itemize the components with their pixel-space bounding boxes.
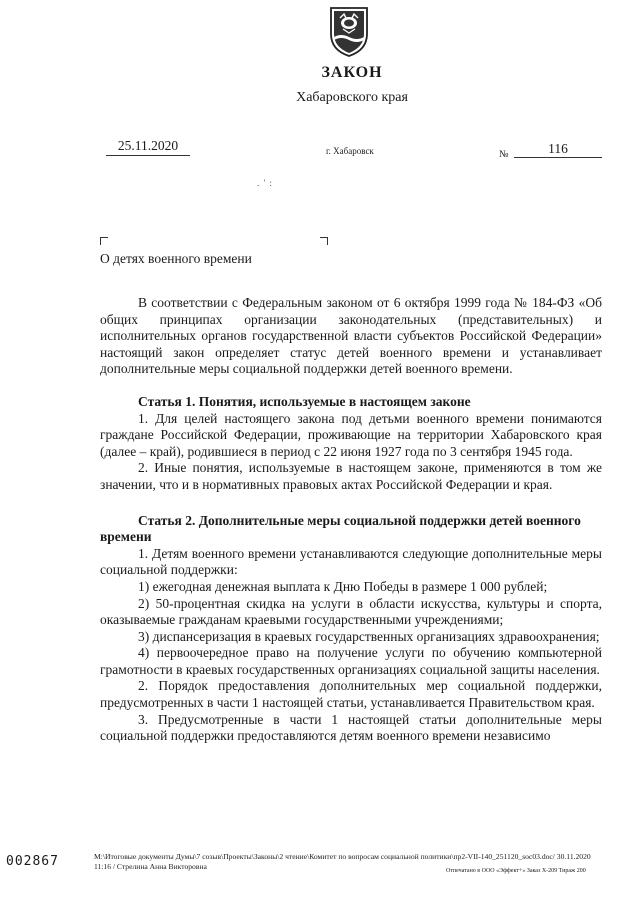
article-2-item-3: 3) диспансеризация в краевых государственных организациях здравоохранения; xyxy=(138,628,600,644)
law-number: 116 xyxy=(514,141,602,158)
article-2-heading: Статья 2. Дополнительные меры социальной поддержки детей военного времени xyxy=(100,512,581,545)
city-name: г. Хабаровск xyxy=(326,146,374,156)
file-path-line-1: M:\Итоговые документы Думы\7 созыв\Проекты\Законы\2 чтение\Комитет по вопросам социальной политики\пр2-VII-140_251120_soc03.doc/ 30.11.2020 xyxy=(94,852,591,861)
document-number: 002867 xyxy=(6,854,59,869)
number-sign: № xyxy=(499,149,509,160)
region-name: Хабаровского края xyxy=(296,90,408,105)
subject-corner-right xyxy=(320,237,328,245)
article-2-part-1: 1. Детям военного времени устанавливаются следующие дополнительные меры социальной поддержки: xyxy=(100,545,602,578)
subject-corner-left xyxy=(100,237,108,245)
article-1-heading: Статья 1. Понятия, используемые в настоящем законе xyxy=(138,393,471,409)
file-path-line-2: 11:16 / Стрелина Анна Викторовна xyxy=(94,862,207,871)
law-subject: О детях военного времени xyxy=(100,251,252,266)
article-2-item-1: 1) ежегодная денежная выплата к Дню Победы в размере 1 000 рублей; xyxy=(138,578,548,594)
article-2-part-2: 2. Порядок предоставления дополнительных мер социальной поддержки, предусмотренных в части 1 настоящей статьи, устанавливается Правительством края. xyxy=(100,678,602,711)
article-1-part-1: 1. Для целей настоящего закона под детьми военного времени понимаются граждане Российской Федерации, проживающие на территории Хабаровского края (далее – край), родившиеся в период с 22 июня 1927 года по 3 сентября 1945 года. xyxy=(100,410,602,459)
law-date: 25.11.2020 xyxy=(106,137,190,156)
stray-marks: . ' : xyxy=(257,178,273,188)
print-note: Отпечатано в ООО «Эффект+» Заказ Х-209 Тираж 200 xyxy=(446,868,586,874)
article-2-part-3: 3. Предусмотренные в части 1 настоящей статьи дополнительные меры социальной поддержки предоставляются детям военного времени независимо xyxy=(100,711,602,744)
law-body xyxy=(100,295,602,745)
coat-of-arms-icon xyxy=(327,4,371,58)
article-2-item-4: 4) первоочередное право на получение услуги по обучению компьютерной грамотности в краевых государственных организациях социальной защиты населения. xyxy=(100,645,602,677)
article-2-item-2: 2) 50-процентная скидка на услуги в области искусства, культуры и спорта, оказываемые гражданам краевыми государственными учреждениями; xyxy=(100,595,602,628)
preamble: В соответствии с Федеральным законом от 6 октября 1999 года № 184-ФЗ «Об общих принципах организации законодательных (представительных) и исполнительных органов государственной власти субъектов Российской Федерации» настоящий закон определяет статус детей военного времени и устанавливает дополнительные меры социальной поддержки детей военного времени. xyxy=(100,295,602,377)
article-1-part-2: 2. Иные понятия, используемые в настоящем законе, применяются в том же значении, что и в нормативных правовых актах Российской Федерации и края. xyxy=(100,460,602,492)
law-title: ЗАКОН xyxy=(321,64,383,81)
